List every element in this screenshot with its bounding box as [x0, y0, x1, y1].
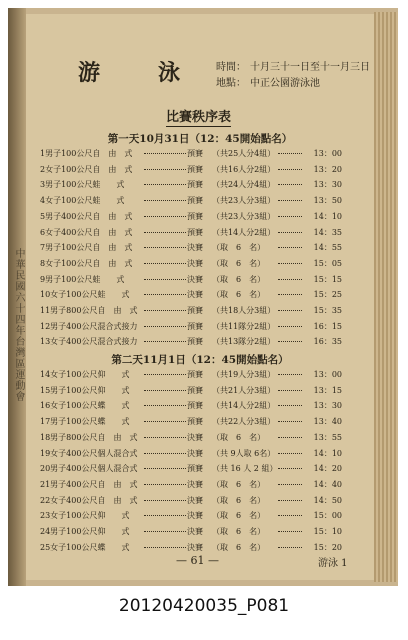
leader-dots: [144, 531, 186, 532]
event-row: [40, 385, 360, 396]
event-stage: 決賽: [187, 448, 203, 458]
event-row: [40, 526, 360, 537]
event-name: 14女子100公尺仰 式: [40, 370, 130, 379]
event-name: 25女子100公尺蝶 式: [40, 542, 130, 552]
event-name: 1男子100公尺自 由 式: [40, 149, 133, 158]
event-row: [40, 510, 360, 521]
running-head: 游泳 1: [318, 558, 348, 569]
event-stage: 預賽: [187, 180, 203, 190]
event-time: 15：05: [313, 258, 342, 268]
event-detail: （共11隊分2組）: [212, 321, 276, 331]
leader-dots: [144, 200, 186, 201]
venue-row: [216, 76, 374, 92]
event-row: [40, 369, 360, 380]
event-detail: （取 6 名）: [212, 479, 266, 489]
event-name: 3男子100公尺蛙 式: [40, 180, 125, 190]
event-stage: 預賽: [187, 227, 203, 237]
event-detail: （共 9人取 6名）: [212, 448, 276, 458]
leader-dots: [278, 184, 302, 185]
event-time: 13：30: [313, 180, 342, 190]
event-detail: （取 6 名）: [212, 258, 266, 268]
event-stage: 決賽: [187, 495, 203, 505]
event-time: 14：10: [313, 448, 342, 458]
event-name: 22女子400公尺自 由 式: [40, 495, 138, 505]
event-time: 14：35: [313, 227, 342, 237]
event-row: [40, 148, 360, 159]
event-detail: （取 6 名）: [212, 432, 266, 442]
event-row: [40, 416, 360, 427]
event-row: [40, 211, 360, 222]
image-caption: 20120420035_P081: [118, 596, 290, 616]
time-row: [216, 60, 374, 76]
event-name: 2女子100公尺自 由 式: [40, 164, 133, 174]
event-time: 13：30: [313, 401, 342, 411]
event-row: [40, 463, 360, 474]
event-time: 13：40: [313, 417, 342, 427]
event-detail: （共23人分3組）: [212, 211, 276, 221]
event-time: 13：20: [313, 164, 342, 174]
event-name: 18男子800公尺自 由 式: [40, 432, 138, 442]
leader-dots: [278, 294, 302, 295]
leader-dots: [144, 341, 186, 342]
event-stage: 決賽: [187, 274, 203, 284]
event-stage: 決賽: [187, 432, 203, 442]
time-label: 時間：: [216, 62, 246, 73]
event-name: 5男子400公尺自 由 式: [40, 211, 133, 221]
event-stage: 預賽: [187, 385, 203, 395]
event-row: [40, 258, 360, 269]
leader-dots: [278, 437, 302, 438]
leader-dots: [278, 390, 302, 391]
leader-dots: [278, 484, 302, 485]
event-name: 24男子100公尺仰 式: [40, 527, 130, 536]
leader-dots: [144, 405, 186, 406]
section-title: 比賽秩序表: [166, 106, 231, 127]
leader-dots: [144, 153, 186, 154]
event-time: 15：00: [313, 511, 342, 521]
event-stage: 預賽: [187, 164, 203, 174]
event-detail: （共14人分2組）: [212, 227, 276, 237]
leader-dots: [278, 169, 302, 170]
event-stage: 預賽: [187, 417, 203, 427]
event-stage: 預賽: [187, 321, 203, 331]
leader-dots: [278, 405, 302, 406]
leader-dots: [278, 515, 302, 516]
leader-dots: [278, 468, 302, 469]
event-time: 13：50: [313, 196, 342, 206]
event-row: [40, 542, 360, 553]
sport-title: 游 泳: [78, 60, 199, 86]
leader-dots: [144, 216, 186, 217]
event-row: [40, 432, 360, 443]
side-tab-text: 中華民國六十四年台灣區運動會: [13, 248, 24, 402]
event-name: 10女子100公尺蛙 式: [40, 290, 130, 300]
event-detail: （取 6 名）: [212, 243, 266, 253]
event-row: [40, 479, 360, 490]
event-time: 13：00: [313, 149, 342, 158]
event-stage: 預賽: [187, 337, 203, 347]
event-row: [40, 400, 360, 411]
event-name: 4女子100公尺蛙 式: [40, 196, 125, 206]
event-name: 23女子100公尺仰 式: [40, 511, 130, 521]
venue-label: 地點：: [216, 78, 246, 89]
event-row: [40, 195, 360, 206]
venue-value: 中正公園游泳池: [250, 78, 320, 89]
event-time: 13：00: [313, 370, 342, 379]
leader-dots: [144, 326, 186, 327]
leader-dots: [144, 310, 186, 311]
event-stage: 決賽: [187, 511, 203, 521]
event-row: [40, 164, 360, 175]
event-stage: 決賽: [187, 527, 203, 536]
leader-dots: [278, 341, 302, 342]
leader-dots: [144, 232, 186, 233]
leader-dots: [144, 294, 186, 295]
document-page: [26, 14, 374, 580]
leader-dots: [144, 247, 186, 248]
leader-dots: [278, 326, 302, 327]
event-meta: [216, 60, 374, 92]
leader-dots: [144, 263, 186, 264]
event-detail: （取 6 名）: [212, 290, 266, 300]
event-name: 8女子100公尺自 由 式: [40, 258, 133, 268]
event-row: [40, 495, 360, 506]
leader-dots: [278, 200, 302, 201]
event-detail: （共16人分2組）: [212, 164, 276, 174]
leader-dots: [278, 232, 302, 233]
leader-dots: [278, 453, 302, 454]
leader-dots: [144, 437, 186, 438]
event-stage: 預賽: [187, 211, 203, 221]
event-time: 14：10: [313, 211, 342, 221]
event-stage: 預賽: [187, 149, 203, 158]
event-stage: 預賽: [187, 401, 203, 411]
event-time: 13：15: [313, 385, 342, 395]
event-name: 20男子400公尺個人混合式: [40, 464, 138, 474]
event-row: [40, 227, 360, 238]
leader-dots: [278, 531, 302, 532]
event-row: [40, 179, 360, 190]
event-detail: （取 6 名）: [212, 527, 266, 536]
day2-heading: 第二天11月1日（12：45開始點名）: [111, 354, 289, 366]
event-time: 15：35: [313, 306, 342, 315]
event-name: 7男子100公尺自 由 式: [40, 243, 133, 253]
event-row: [40, 305, 360, 316]
event-stage: 預賽: [187, 370, 203, 379]
event-row: [40, 336, 360, 347]
event-detail: （共25人分4組）: [212, 149, 276, 158]
event-detail: （共22人分3組）: [212, 417, 276, 427]
leader-dots: [144, 468, 186, 469]
event-stage: 決賽: [187, 290, 203, 300]
event-name: 12男子400公尺混合式接力: [40, 321, 138, 331]
event-detail: （取 6 名）: [212, 511, 266, 521]
event-name: 11男子800公尺自 由 式: [40, 306, 138, 315]
leader-dots: [144, 390, 186, 391]
page-edge: [374, 12, 398, 582]
event-time: 14：40: [313, 479, 342, 489]
event-stage: 決賽: [187, 542, 203, 552]
leader-dots: [144, 374, 186, 375]
event-stage: 預賽: [187, 196, 203, 206]
leader-dots: [144, 279, 186, 280]
leader-dots: [144, 500, 186, 501]
event-name: 9男子100公尺蛙 式: [40, 274, 125, 284]
page-number: — 61 —: [176, 554, 219, 567]
event-detail: （共19人分3組）: [212, 370, 276, 379]
leader-dots: [278, 374, 302, 375]
event-name: 19女子400公尺個人混合式: [40, 448, 138, 458]
event-name: 13女子400公尺混合式接力: [40, 337, 138, 347]
event-row: [40, 274, 360, 285]
leader-dots: [278, 216, 302, 217]
event-stage: 決賽: [187, 479, 203, 489]
event-detail: （取 6 名）: [212, 495, 266, 505]
leader-dots: [278, 263, 302, 264]
event-row: [40, 289, 360, 300]
book-scan: [8, 8, 398, 586]
event-row: [40, 321, 360, 332]
event-time: 13：55: [313, 432, 342, 442]
event-time: 16：35: [313, 337, 342, 347]
event-time: 15：25: [313, 290, 342, 300]
event-stage: 預賽: [187, 464, 203, 474]
event-name: 6女子400公尺自 由 式: [40, 227, 133, 237]
leader-dots: [144, 547, 186, 548]
event-time: 16：15: [313, 321, 342, 331]
event-time: 15：15: [313, 274, 342, 284]
leader-dots: [278, 153, 302, 154]
event-stage: 決賽: [187, 243, 203, 253]
event-detail: （共 16 人 2 組）: [212, 464, 278, 474]
leader-dots: [278, 310, 302, 311]
event-name: 17男子100公尺蝶 式: [40, 417, 130, 427]
leader-dots: [144, 184, 186, 185]
leader-dots: [278, 421, 302, 422]
event-detail: （共23人分3組）: [212, 196, 276, 206]
leader-dots: [278, 247, 302, 248]
leader-dots: [278, 279, 302, 280]
leader-dots: [144, 169, 186, 170]
event-detail: （共24人分4組）: [212, 180, 276, 190]
event-detail: （共14人分2組）: [212, 401, 276, 411]
leader-dots: [278, 547, 302, 548]
event-row: [40, 242, 360, 253]
event-stage: 預賽: [187, 306, 203, 315]
event-time: 14：55: [313, 243, 342, 253]
event-name: 16女子100公尺蝶 式: [40, 401, 130, 411]
event-time: 14：50: [313, 495, 342, 505]
event-detail: （共13隊分2組）: [212, 337, 276, 347]
event-stage: 決賽: [187, 258, 203, 268]
event-detail: （取 6 名）: [212, 542, 266, 552]
event-detail: （取 6 名）: [212, 274, 266, 284]
day1-heading: 第一天10月31日（12：45開始點名）: [107, 133, 293, 145]
event-name: 21男子400公尺自 由 式: [40, 479, 138, 489]
event-name: 15男子100公尺仰 式: [40, 385, 130, 395]
event-time: 14：20: [313, 464, 342, 474]
event-row: [40, 448, 360, 459]
time-value: 十月三十一日至十一月三日: [250, 62, 370, 73]
book-spine: [8, 8, 26, 586]
event-detail: （共21人分3組）: [212, 385, 276, 395]
event-time: 15：10: [313, 527, 342, 536]
event-detail: （共18人分3組）: [212, 306, 276, 315]
leader-dots: [144, 453, 186, 454]
event-time: 15：20: [313, 542, 342, 552]
leader-dots: [278, 500, 302, 501]
leader-dots: [144, 484, 186, 485]
leader-dots: [144, 515, 186, 516]
leader-dots: [144, 421, 186, 422]
